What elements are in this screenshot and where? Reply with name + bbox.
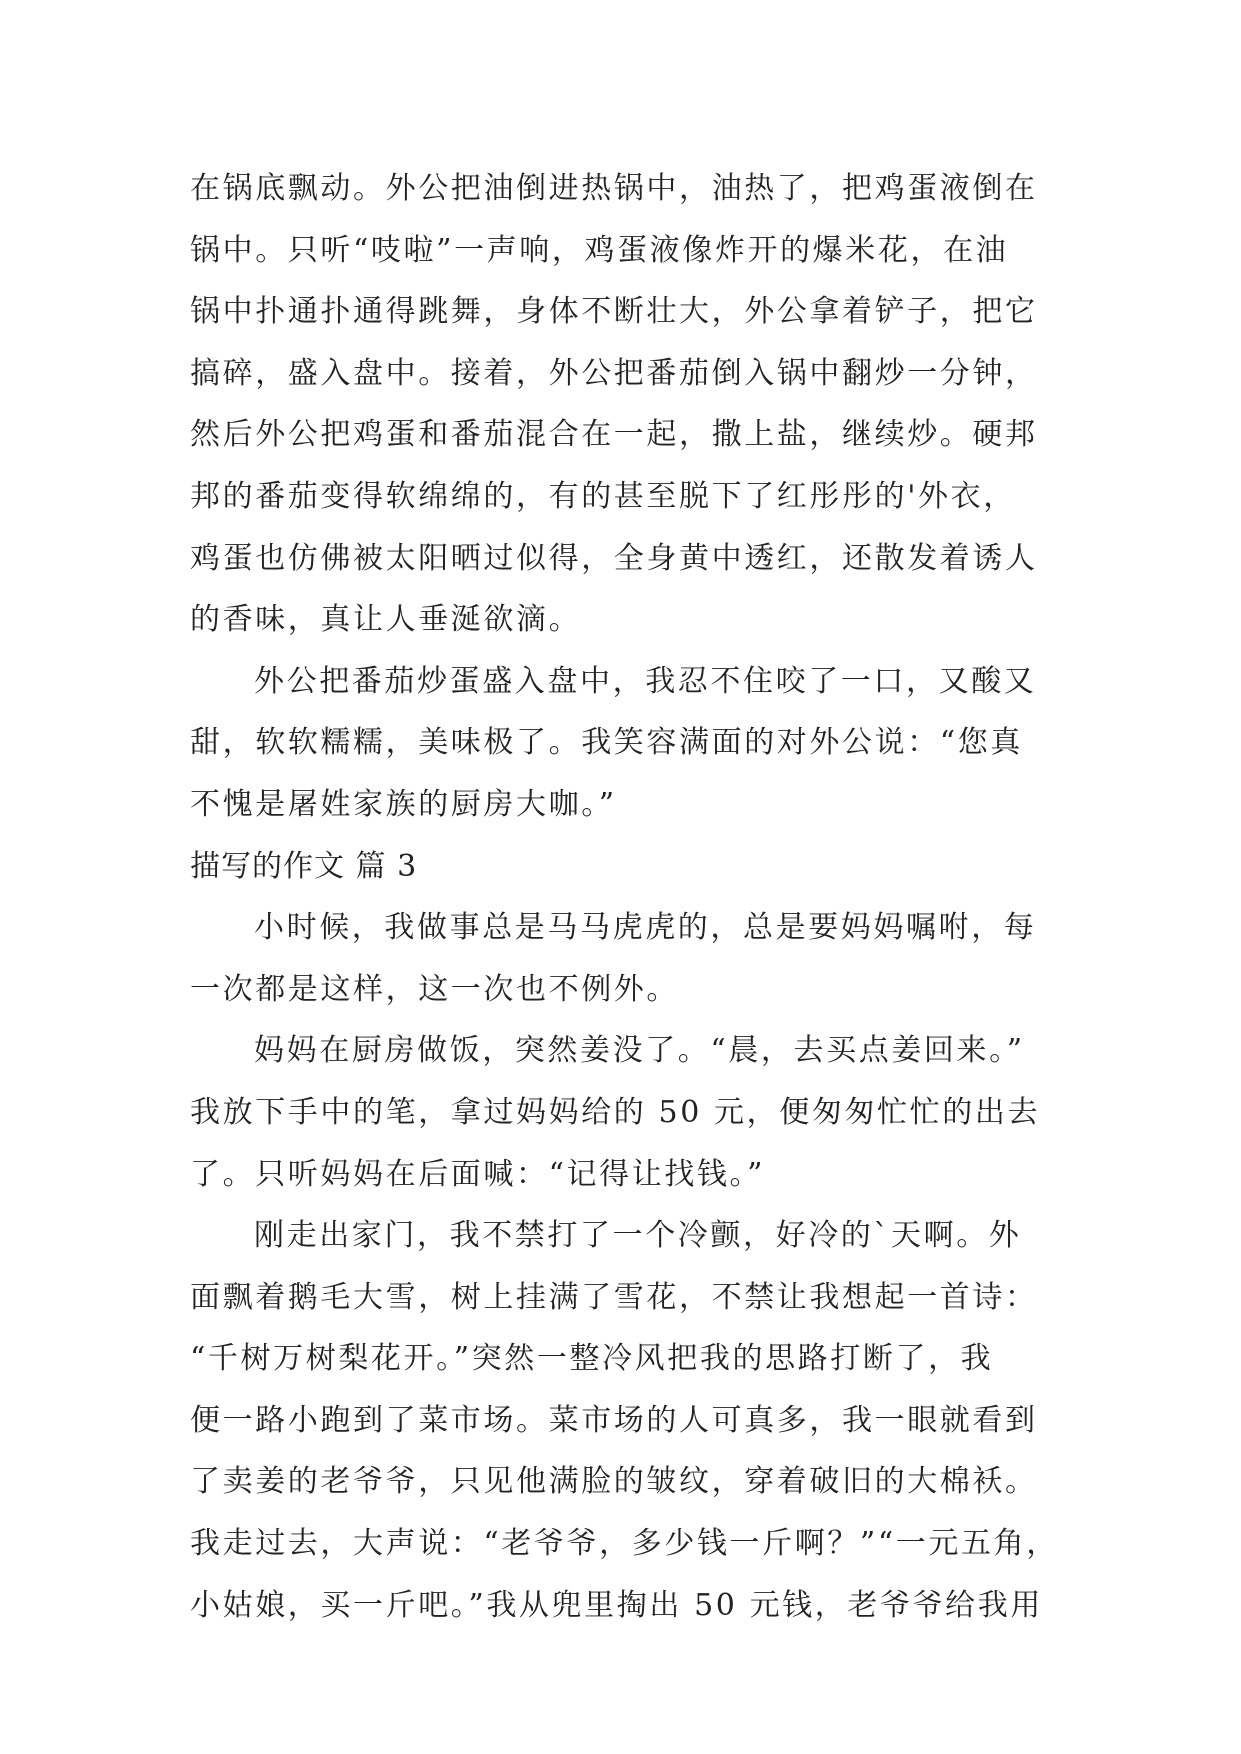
text-line: 我放下手中的笔，拿过妈妈给的 50 元，便匆匆忙忙的出去 xyxy=(190,1094,1041,1130)
text-line: 邦的番茄变得软绵绵的，有的甚至脱下了红彤彤的'外衣， xyxy=(190,478,1016,514)
text-line: 我走过去，大声说：“老爷爷，多少钱一斤啊？”“一元五角， xyxy=(190,1526,1059,1562)
text-line: 的香味，真让人垂涎欲滴。 xyxy=(190,602,582,638)
text-line: 面飘着鹅毛大雪，树上挂满了雪花，不禁让我想起一首诗： xyxy=(190,1279,1038,1315)
text-line: 了。只听妈妈在后面喊：“记得让找钱。” xyxy=(190,1156,766,1192)
text-line: 一次都是这样，这一次也不例外。 xyxy=(190,971,679,1007)
text-line: 刚走出家门，我不禁打了一个冷颤，好冷的`天啊。外 xyxy=(254,1218,1022,1254)
section-heading: 描写的作文 篇 3 xyxy=(190,848,418,884)
text-line: 甜，软软糯糯，美味极了。我笑容满面的对外公说：“您真 xyxy=(190,725,1023,761)
text-line: 小姑娘，买一斤吧。”我从兜里掏出 50 元钱，老爷爷给我用 xyxy=(190,1587,1043,1623)
text-line: 锅中。只听“吱啦”一声响，鸡蛋液像炸开的爆米花，在油 xyxy=(190,232,1009,268)
text-line: 便一路小跑到了菜市场。菜市场的人可真多，我一眼就看到 xyxy=(190,1402,1038,1438)
text-line: 外公把番茄炒蛋盛入盘中，我忍不住咬了一口，又酸又 xyxy=(254,663,1037,699)
text-line: “千树万树梨花开。”突然一整冷风把我的思路打断了，我 xyxy=(190,1341,994,1377)
text-line: 在锅底飘动。外公把油倒进热锅中，油热了，把鸡蛋液倒在 xyxy=(190,171,1038,206)
text-line: 小时候，我做事总是马马虎虎的，总是要妈妈嘱咐，每 xyxy=(254,910,1037,946)
text-line: 妈妈在厨房做饭，突然姜没了。“晨，去买点姜回来。” xyxy=(254,1033,1025,1069)
document-body xyxy=(190,158,1060,1636)
text-line: 鸡蛋也仿佛被太阳晒过似得，全身黄中透红，还散发着诱人 xyxy=(190,540,1038,576)
text-line: 了卖姜的老爷爷，只见他满脸的皱纹，穿着破旧的大棉袄。 xyxy=(190,1464,1038,1500)
text-line: 搞碎，盛入盘中。接着，外公把番茄倒入锅中翻炒一分钟， xyxy=(190,355,1038,391)
text-line: 锅中扑通扑通得跳舞，身体不断壮大，外公拿着铲子，把它 xyxy=(190,294,1038,330)
text-line: 然后外公把鸡蛋和番茄混合在一起，撒上盐，继续炒。硬邦 xyxy=(190,417,1038,453)
text-line: 不愧是屠姓家族的厨房大咖。” xyxy=(190,786,617,822)
